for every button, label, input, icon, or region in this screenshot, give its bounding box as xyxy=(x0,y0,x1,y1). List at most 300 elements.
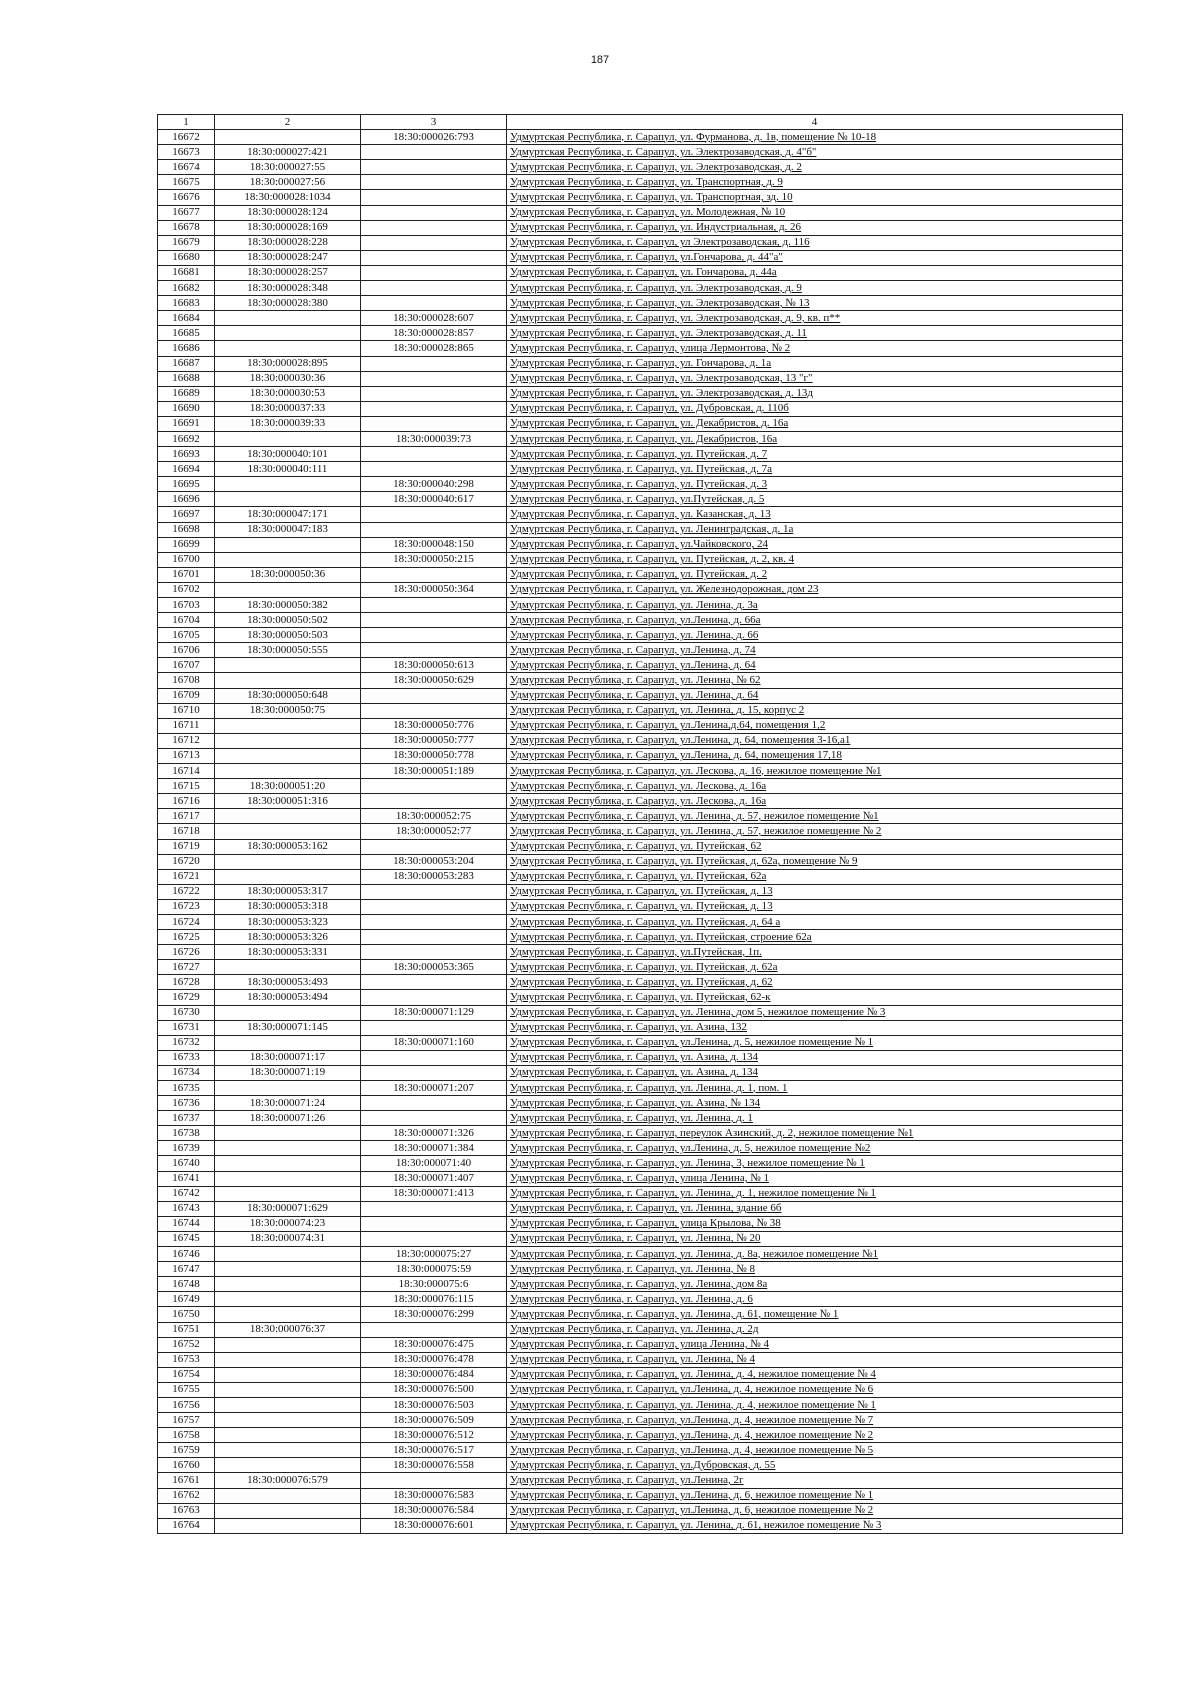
cadastral-number-land-cell xyxy=(215,341,361,356)
row-number-cell: 16740 xyxy=(158,1156,215,1171)
row-number-cell: 16755 xyxy=(158,1382,215,1397)
table-row xyxy=(158,960,1123,975)
row-number-cell: 16735 xyxy=(158,1081,215,1096)
table-row xyxy=(158,1262,1123,1277)
cadastral-number-land-cell xyxy=(215,1292,361,1307)
table-row xyxy=(158,431,1123,446)
table-row xyxy=(158,673,1123,688)
table-row xyxy=(158,703,1123,718)
address-cell: Удмуртская Республика, г. Сарапул, ул. Азина, д. 134 xyxy=(507,1050,1123,1065)
row-number-cell: 16714 xyxy=(158,764,215,779)
table-row xyxy=(158,145,1123,160)
row-number-cell: 16676 xyxy=(158,190,215,205)
row-number-cell: 16732 xyxy=(158,1035,215,1050)
table-row xyxy=(158,522,1123,537)
table-row xyxy=(158,809,1123,824)
cadastral-number-land-cell: 18:30:000028:895 xyxy=(215,356,361,371)
cadastral-number-premises-cell xyxy=(361,416,507,431)
table-row xyxy=(158,1397,1123,1412)
cadastral-number-premises-cell: 18:30:000071:413 xyxy=(361,1186,507,1201)
table-row xyxy=(158,1186,1123,1201)
row-number-cell: 16681 xyxy=(158,265,215,280)
address-cell: Удмуртская Республика, г. Сарапул, ул. Ленина, дом 5, нежилое помещение № 3 xyxy=(507,1005,1123,1020)
cadastral-number-premises-cell: 18:30:000026:793 xyxy=(361,130,507,145)
cadastral-number-land-cell xyxy=(215,1367,361,1382)
row-number-cell: 16747 xyxy=(158,1262,215,1277)
cadastral-number-land-cell xyxy=(215,854,361,869)
table-row xyxy=(158,1352,1123,1367)
cadastral-number-premises-cell: 18:30:000076:478 xyxy=(361,1352,507,1367)
row-number-cell: 16718 xyxy=(158,824,215,839)
address-cell: Удмуртская Республика, г. Сарапул, ул. Дубровская, д. 110б xyxy=(507,401,1123,416)
table-row xyxy=(158,945,1123,960)
table-row xyxy=(158,160,1123,175)
cadastral-number-premises-cell xyxy=(361,643,507,658)
row-number-cell: 16761 xyxy=(158,1473,215,1488)
table-row xyxy=(158,582,1123,597)
address-cell: Удмуртская Республика, г. Сарапул, ул. Электрозаводская, д. 13д xyxy=(507,386,1123,401)
table-row xyxy=(158,1065,1123,1080)
address-cell: Удмуртская Республика, г. Сарапул, ул. Путейская, строение 62а xyxy=(507,930,1123,945)
address-cell: Удмуртская Республика, г. Сарапул, улица Ленина, № 4 xyxy=(507,1337,1123,1352)
address-cell: Удмуртская Республика, г. Сарапул, ул.Ленина, д. 64 xyxy=(507,658,1123,673)
row-number-cell: 16686 xyxy=(158,341,215,356)
table-row xyxy=(158,1005,1123,1020)
row-number-cell: 16738 xyxy=(158,1126,215,1141)
cadastral-number-land-cell xyxy=(215,764,361,779)
cadastral-number-land-cell: 18:30:000028:124 xyxy=(215,205,361,220)
address-cell: Удмуртская Республика, г. Сарапул, ул. Путейская, д. 13 xyxy=(507,884,1123,899)
cadastral-number-land-cell: 18:30:000076:579 xyxy=(215,1473,361,1488)
row-number-cell: 16687 xyxy=(158,356,215,371)
row-number-cell: 16675 xyxy=(158,175,215,190)
cadastral-number-land-cell xyxy=(215,718,361,733)
cadastral-number-premises-cell xyxy=(361,990,507,1005)
address-cell: Удмуртская Республика, г. Сарапул, ул Электрозаводская, д. 116 xyxy=(507,235,1123,250)
address-cell: Удмуртская Республика, г. Сарапул, ул. Гончарова, д. 44а xyxy=(507,265,1123,280)
cadastral-number-premises-cell xyxy=(361,1231,507,1246)
address-cell: Удмуртская Республика, г. Сарапул, ул. Ленина, д. 1, пом. 1 xyxy=(507,1081,1123,1096)
cadastral-number-premises-cell: 18:30:000076:115 xyxy=(361,1292,507,1307)
cadastral-number-land-cell xyxy=(215,1518,361,1533)
cadastral-number-premises-cell xyxy=(361,1020,507,1035)
table-row xyxy=(158,764,1123,779)
row-number-cell: 16729 xyxy=(158,990,215,1005)
cadastral-number-land-cell: 18:30:000071:145 xyxy=(215,1020,361,1035)
cadastral-number-land-cell xyxy=(215,1503,361,1518)
table-row xyxy=(158,1518,1123,1533)
cadastral-number-land-cell: 18:30:000050:75 xyxy=(215,703,361,718)
address-cell: Удмуртская Республика, г. Сарапул, ул. Ленина, здание 6б xyxy=(507,1201,1123,1216)
table-row xyxy=(158,1231,1123,1246)
cadastral-number-land-cell: 18:30:000071:629 xyxy=(215,1201,361,1216)
table-row xyxy=(158,658,1123,673)
address-cell: Удмуртская Республика, г. Сарапул, ул. Электрозаводская, д. 9, кв. п** xyxy=(507,311,1123,326)
row-number-cell: 16695 xyxy=(158,477,215,492)
row-number-cell: 16742 xyxy=(158,1186,215,1201)
row-number-cell: 16757 xyxy=(158,1413,215,1428)
address-cell: Удмуртская Республика, г. Сарапул, ул.Чайковского, 24 xyxy=(507,537,1123,552)
table-row xyxy=(158,990,1123,1005)
cadastral-number-land-cell: 18:30:000028:348 xyxy=(215,281,361,296)
cadastral-number-premises-cell xyxy=(361,794,507,809)
address-cell: Удмуртская Республика, г. Сарапул, ул. Азина, 132 xyxy=(507,1020,1123,1035)
cadastral-number-premises-cell: 18:30:000071:40 xyxy=(361,1156,507,1171)
cadastral-number-premises-cell: 18:30:000050:778 xyxy=(361,748,507,763)
row-number-cell: 16677 xyxy=(158,205,215,220)
cadastral-number-land-cell xyxy=(215,582,361,597)
table-row xyxy=(158,416,1123,431)
table-row xyxy=(158,477,1123,492)
cadastral-number-land-cell: 18:30:000050:648 xyxy=(215,688,361,703)
page-number: 187 xyxy=(590,54,610,66)
row-number-cell: 16697 xyxy=(158,507,215,522)
cadastral-number-land-cell xyxy=(215,1035,361,1050)
table-row xyxy=(158,341,1123,356)
cadastral-number-premises-cell xyxy=(361,1201,507,1216)
table-row xyxy=(158,205,1123,220)
cadastral-number-premises-cell xyxy=(361,160,507,175)
address-cell: Удмуртская Республика, г. Сарапул, ул. Молодежная, № 10 xyxy=(507,205,1123,220)
table-row xyxy=(158,914,1123,929)
cadastral-number-land-cell: 18:30:000028:169 xyxy=(215,220,361,235)
cadastral-number-premises-cell xyxy=(361,447,507,462)
table-row xyxy=(158,1247,1123,1262)
cadastral-number-premises-cell: 18:30:000051:189 xyxy=(361,764,507,779)
cadastral-number-premises-cell xyxy=(361,779,507,794)
cadastral-number-premises-cell: 18:30:000039:73 xyxy=(361,431,507,446)
cadastral-number-premises-cell xyxy=(361,250,507,265)
table-row xyxy=(158,1020,1123,1035)
cadastral-number-premises-cell: 18:30:000052:75 xyxy=(361,809,507,824)
address-cell: Удмуртская Республика, г. Сарапул, ул. Ленина, № 4 xyxy=(507,1352,1123,1367)
table-row xyxy=(158,356,1123,371)
address-cell: Удмуртская Республика, г. Сарапул, ул. Электрозаводская, № 13 xyxy=(507,296,1123,311)
cadastral-number-premises-cell: 18:30:000053:365 xyxy=(361,960,507,975)
row-number-cell: 16708 xyxy=(158,673,215,688)
row-number-cell: 16691 xyxy=(158,416,215,431)
table-row xyxy=(158,824,1123,839)
row-number-cell: 16746 xyxy=(158,1247,215,1262)
address-cell: Удмуртская Республика, г. Сарапул, ул. Ленинградская, д. 1а xyxy=(507,522,1123,537)
cadastral-number-land-cell xyxy=(215,824,361,839)
cadastral-number-land-cell: 18:30:000028:228 xyxy=(215,235,361,250)
cadastral-number-land-cell: 18:30:000051:316 xyxy=(215,794,361,809)
table-row xyxy=(158,748,1123,763)
cadastral-number-land-cell xyxy=(215,1141,361,1156)
row-number-cell: 16749 xyxy=(158,1292,215,1307)
row-number-cell: 16700 xyxy=(158,552,215,567)
address-cell: Удмуртская Республика, г. Сарапул, ул.Ленина, д. 64, помещения 3-16,а1 xyxy=(507,733,1123,748)
table-row xyxy=(158,552,1123,567)
cadastral-number-land-cell: 18:30:000071:26 xyxy=(215,1111,361,1126)
address-cell: Удмуртская Республика, г. Сарапул, ул. Путейская, д. 62а, помещение № 9 xyxy=(507,854,1123,869)
row-number-cell: 16699 xyxy=(158,537,215,552)
cadastral-number-land-cell xyxy=(215,748,361,763)
address-cell: Удмуртская Республика, г. Сарапул, улица Лермонтова, № 2 xyxy=(507,341,1123,356)
cadastral-number-premises-cell xyxy=(361,356,507,371)
address-cell: Удмуртская Республика, г. Сарапул, ул. Ленина, д. 1, нежилое помещение № 1 xyxy=(507,1186,1123,1201)
table-row xyxy=(158,1458,1123,1473)
row-number-cell: 16672 xyxy=(158,130,215,145)
row-number-cell: 16737 xyxy=(158,1111,215,1126)
cadastral-number-premises-cell: 18:30:000076:601 xyxy=(361,1518,507,1533)
table-row xyxy=(158,537,1123,552)
cadastral-number-premises-cell xyxy=(361,628,507,643)
cadastral-number-premises-cell: 18:30:000076:584 xyxy=(361,1503,507,1518)
cadastral-number-premises-cell xyxy=(361,1096,507,1111)
cadastral-number-premises-cell xyxy=(361,507,507,522)
address-cell: Удмуртская Республика, г. Сарапул, ул. Электрозаводская, 13 "г" xyxy=(507,371,1123,386)
address-cell: Удмуртская Республика, г. Сарапул, ул. Ленина, 3, нежилое помещение № 1 xyxy=(507,1156,1123,1171)
cadastral-number-premises-cell: 18:30:000076:475 xyxy=(361,1337,507,1352)
address-cell: Удмуртская Республика, г. Сарапул, ул. Электрозаводская, д. 2 xyxy=(507,160,1123,175)
row-number-cell: 16713 xyxy=(158,748,215,763)
cadastral-number-premises-cell: 18:30:000075:6 xyxy=(361,1277,507,1292)
row-number-cell: 16743 xyxy=(158,1201,215,1216)
cadastral-number-land-cell: 18:30:000040:101 xyxy=(215,447,361,462)
table-row xyxy=(158,839,1123,854)
cadastral-number-land-cell xyxy=(215,130,361,145)
cadastral-number-land-cell: 18:30:000028:247 xyxy=(215,250,361,265)
address-cell: Удмуртская Республика, г. Сарапул, ул.Путейская, 1п. xyxy=(507,945,1123,960)
address-cell: Удмуртская Республика, г. Сарапул, ул. Путейская, д. 2, кв. 4 xyxy=(507,552,1123,567)
cadastral-number-premises-cell xyxy=(361,296,507,311)
row-number-cell: 16705 xyxy=(158,628,215,643)
row-number-cell: 16704 xyxy=(158,613,215,628)
cadastral-number-premises-cell: 18:30:000028:607 xyxy=(361,311,507,326)
address-cell: Удмуртская Республика, г. Сарапул, ул. Ленина, д. 6 xyxy=(507,1292,1123,1307)
address-cell: Удмуртская Республика, г. Сарапул, ул. Ленина, д. 61, нежилое помещение № 3 xyxy=(507,1518,1123,1533)
cadastral-number-premises-cell xyxy=(361,975,507,990)
table-row xyxy=(158,175,1123,190)
cadastral-number-premises-cell: 18:30:000048:150 xyxy=(361,537,507,552)
row-number-cell: 16689 xyxy=(158,386,215,401)
address-cell: Удмуртская Республика, г. Сарапул, ул.Ленина, д. 66а xyxy=(507,613,1123,628)
cadastral-number-premises-cell: 18:30:000050:777 xyxy=(361,733,507,748)
cadastral-number-land-cell xyxy=(215,537,361,552)
row-number-cell: 16720 xyxy=(158,854,215,869)
row-number-cell: 16751 xyxy=(158,1322,215,1337)
cadastral-number-land-cell xyxy=(215,1081,361,1096)
cadastral-number-premises-cell: 18:30:000050:776 xyxy=(361,718,507,733)
address-cell: Удмуртская Республика, г. Сарапул, ул.Ленина, д. 74 xyxy=(507,643,1123,658)
row-number-cell: 16725 xyxy=(158,930,215,945)
cadastral-number-land-cell xyxy=(215,809,361,824)
cadastral-number-land-cell: 18:30:000074:23 xyxy=(215,1216,361,1231)
table-row xyxy=(158,718,1123,733)
cadastral-number-premises-cell: 18:30:000071:407 xyxy=(361,1171,507,1186)
cadastral-number-premises-cell xyxy=(361,175,507,190)
cadastral-number-land-cell xyxy=(215,960,361,975)
cadastral-number-land-cell xyxy=(215,1262,361,1277)
cadastral-number-premises-cell: 18:30:000028:865 xyxy=(361,341,507,356)
address-cell: Удмуртская Республика, г. Сарапул, ул. Электрозаводская, д. 11 xyxy=(507,326,1123,341)
address-cell: Удмуртская Республика, г. Сарапул, ул. Лескова, д. 16, нежилое помещение №1 xyxy=(507,764,1123,779)
cadastral-number-premises-cell: 18:30:000076:500 xyxy=(361,1382,507,1397)
cadastral-number-premises-cell: 18:30:000076:509 xyxy=(361,1413,507,1428)
table-row xyxy=(158,1428,1123,1443)
cadastral-number-premises-cell: 18:30:000071:326 xyxy=(361,1126,507,1141)
address-cell: Удмуртская Республика, г. Сарапул, ул. Ленина, № 20 xyxy=(507,1231,1123,1246)
row-number-cell: 16736 xyxy=(158,1096,215,1111)
table-row xyxy=(158,1473,1123,1488)
row-number-cell: 16680 xyxy=(158,250,215,265)
cadastral-number-land-cell xyxy=(215,1005,361,1020)
row-number-cell: 16730 xyxy=(158,1005,215,1020)
row-number-cell: 16722 xyxy=(158,884,215,899)
address-cell: Удмуртская Республика, г. Сарапул, ул. Путейская, д. 3 xyxy=(507,477,1123,492)
table-row xyxy=(158,190,1123,205)
address-cell: Удмуртская Республика, г. Сарапул, ул.Ленина, д. 5, нежилое помещение № 1 xyxy=(507,1035,1123,1050)
cadastral-number-land-cell xyxy=(215,326,361,341)
cadastral-number-land-cell: 18:30:000050:36 xyxy=(215,567,361,582)
table-row xyxy=(158,884,1123,899)
cadastral-number-land-cell: 18:30:000053:493 xyxy=(215,975,361,990)
row-number-cell: 16674 xyxy=(158,160,215,175)
address-cell: Удмуртская Республика, г. Сарапул, ул. Путейская, 62-к xyxy=(507,990,1123,1005)
cadastral-number-land-cell xyxy=(215,1186,361,1201)
address-cell: Удмуртская Республика, г. Сарапул, переулок Азинский, д. 2, нежилое помещение №1 xyxy=(507,1126,1123,1141)
row-number-cell: 16684 xyxy=(158,311,215,326)
table-row xyxy=(158,462,1123,477)
table-row xyxy=(158,386,1123,401)
address-cell: Удмуртская Республика, г. Сарапул, ул.Ленина, д. 4, нежилое помещение № 5 xyxy=(507,1443,1123,1458)
cadastral-number-land-cell: 18:30:000027:56 xyxy=(215,175,361,190)
header-row xyxy=(158,115,1123,130)
row-number-cell: 16696 xyxy=(158,492,215,507)
cadastral-number-land-cell: 18:30:000027:421 xyxy=(215,145,361,160)
address-cell: Удмуртская Республика, г. Сарапул, ул. Ленина, д. 2д xyxy=(507,1322,1123,1337)
table-row xyxy=(158,1141,1123,1156)
cadastral-number-land-cell: 18:30:000050:502 xyxy=(215,613,361,628)
cadastral-number-land-cell: 18:30:000028:257 xyxy=(215,265,361,280)
address-cell: Удмуртская Республика, г. Сарапул, ул. Азина, № 134 xyxy=(507,1096,1123,1111)
row-number-cell: 16712 xyxy=(158,733,215,748)
cadastral-number-premises-cell: 18:30:000076:583 xyxy=(361,1488,507,1503)
row-number-cell: 16754 xyxy=(158,1367,215,1382)
cadastral-number-premises-cell: 18:30:000050:215 xyxy=(361,552,507,567)
column-header-3: 3 xyxy=(361,115,507,130)
cadastral-number-premises-cell: 18:30:000050:613 xyxy=(361,658,507,673)
cadastral-number-premises-cell xyxy=(361,703,507,718)
cadastral-number-land-cell xyxy=(215,1397,361,1412)
cadastral-number-premises-cell xyxy=(361,462,507,477)
address-cell: Удмуртская Республика, г. Сарапул, ул. Ленина, д. 8а, нежилое помещение №1 xyxy=(507,1247,1123,1262)
table-row xyxy=(158,1337,1123,1352)
table-row xyxy=(158,733,1123,748)
table-row xyxy=(158,779,1123,794)
cadastral-number-land-cell: 18:30:000053:326 xyxy=(215,930,361,945)
address-cell: Удмуртская Республика, г. Сарапул, ул. Лескова, д. 16а xyxy=(507,794,1123,809)
table-row xyxy=(158,1081,1123,1096)
table-row xyxy=(158,1503,1123,1518)
table-row xyxy=(158,326,1123,341)
row-number-cell: 16694 xyxy=(158,462,215,477)
table-row xyxy=(158,265,1123,280)
address-cell: Удмуртская Республика, г. Сарапул, ул. Ленина, дом 8а xyxy=(507,1277,1123,1292)
column-header-2: 2 xyxy=(215,115,361,130)
row-number-cell: 16760 xyxy=(158,1458,215,1473)
cadastral-number-premises-cell: 18:30:000053:204 xyxy=(361,854,507,869)
cadastral-number-premises-cell xyxy=(361,265,507,280)
cadastral-number-premises-cell xyxy=(361,386,507,401)
cadastral-number-land-cell xyxy=(215,1277,361,1292)
cadastral-number-land-cell: 18:30:000076:37 xyxy=(215,1322,361,1337)
row-number-cell: 16698 xyxy=(158,522,215,537)
address-cell: Удмуртская Республика, г. Сарапул, ул. Ленина, № 62 xyxy=(507,673,1123,688)
row-number-cell: 16717 xyxy=(158,809,215,824)
table-body xyxy=(158,130,1123,1534)
row-number-cell: 16745 xyxy=(158,1231,215,1246)
cadastral-number-premises-cell xyxy=(361,945,507,960)
cadastral-number-premises-cell xyxy=(361,899,507,914)
cadastral-number-premises-cell xyxy=(361,1216,507,1231)
cadastral-number-land-cell: 18:30:000028:1034 xyxy=(215,190,361,205)
cadastral-number-land-cell: 18:30:000050:555 xyxy=(215,643,361,658)
cadastral-number-land-cell: 18:30:000050:382 xyxy=(215,598,361,613)
cadastral-number-premises-cell: 18:30:000052:77 xyxy=(361,824,507,839)
cadastral-number-land-cell xyxy=(215,1458,361,1473)
address-cell: Удмуртская Республика, г. Сарапул, ул.Ленина, 2г xyxy=(507,1473,1123,1488)
address-cell: Удмуртская Республика, г. Сарапул, ул.Ленина, д. 4, нежилое помещение № 6 xyxy=(507,1382,1123,1397)
cadastral-number-land-cell: 18:30:000053:494 xyxy=(215,990,361,1005)
cadastral-number-land-cell xyxy=(215,1382,361,1397)
table-row xyxy=(158,1277,1123,1292)
table-row xyxy=(158,281,1123,296)
table-row xyxy=(158,1156,1123,1171)
cadastral-number-land-cell: 18:30:000039:33 xyxy=(215,416,361,431)
cadastral-number-land-cell: 18:30:000030:36 xyxy=(215,371,361,386)
cadastral-number-premises-cell xyxy=(361,145,507,160)
row-number-cell: 16731 xyxy=(158,1020,215,1035)
row-number-cell: 16762 xyxy=(158,1488,215,1503)
address-cell: Удмуртская Республика, г. Сарапул, ул. Ленина, д. 1 xyxy=(507,1111,1123,1126)
row-number-cell: 16685 xyxy=(158,326,215,341)
row-number-cell: 16756 xyxy=(158,1397,215,1412)
table-row xyxy=(158,598,1123,613)
column-header-1: 1 xyxy=(158,115,215,130)
cadastral-number-land-cell xyxy=(215,1413,361,1428)
cadastral-number-premises-cell xyxy=(361,205,507,220)
address-cell: Удмуртская Республика, г. Сарапул, ул. Ленина, д. 3а xyxy=(507,598,1123,613)
row-number-cell: 16723 xyxy=(158,899,215,914)
row-number-cell: 16690 xyxy=(158,401,215,416)
cadastral-number-premises-cell: 18:30:000076:484 xyxy=(361,1367,507,1382)
cadastral-number-land-cell xyxy=(215,1488,361,1503)
cadastral-number-premises-cell xyxy=(361,688,507,703)
table-row xyxy=(158,311,1123,326)
row-number-cell: 16753 xyxy=(158,1352,215,1367)
table-row xyxy=(158,794,1123,809)
row-number-cell: 16750 xyxy=(158,1307,215,1322)
cadastral-number-premises-cell xyxy=(361,1473,507,1488)
cadastral-number-premises-cell: 18:30:000071:384 xyxy=(361,1141,507,1156)
row-number-cell: 16733 xyxy=(158,1050,215,1065)
cadastral-number-land-cell: 18:30:000040:111 xyxy=(215,462,361,477)
cadastral-number-land-cell xyxy=(215,311,361,326)
table-row xyxy=(158,854,1123,869)
cadastral-number-land-cell: 18:30:000074:31 xyxy=(215,1231,361,1246)
cadastral-number-premises-cell xyxy=(361,235,507,250)
cadastral-number-land-cell: 18:30:000053:323 xyxy=(215,914,361,929)
table-row xyxy=(158,1171,1123,1186)
row-number-cell: 16748 xyxy=(158,1277,215,1292)
cadastral-number-premises-cell xyxy=(361,1111,507,1126)
address-cell: Удмуртская Республика, г. Сарапул, ул. Путейская, 62 xyxy=(507,839,1123,854)
table-row xyxy=(158,1382,1123,1397)
cadastral-number-premises-cell: 18:30:000071:129 xyxy=(361,1005,507,1020)
